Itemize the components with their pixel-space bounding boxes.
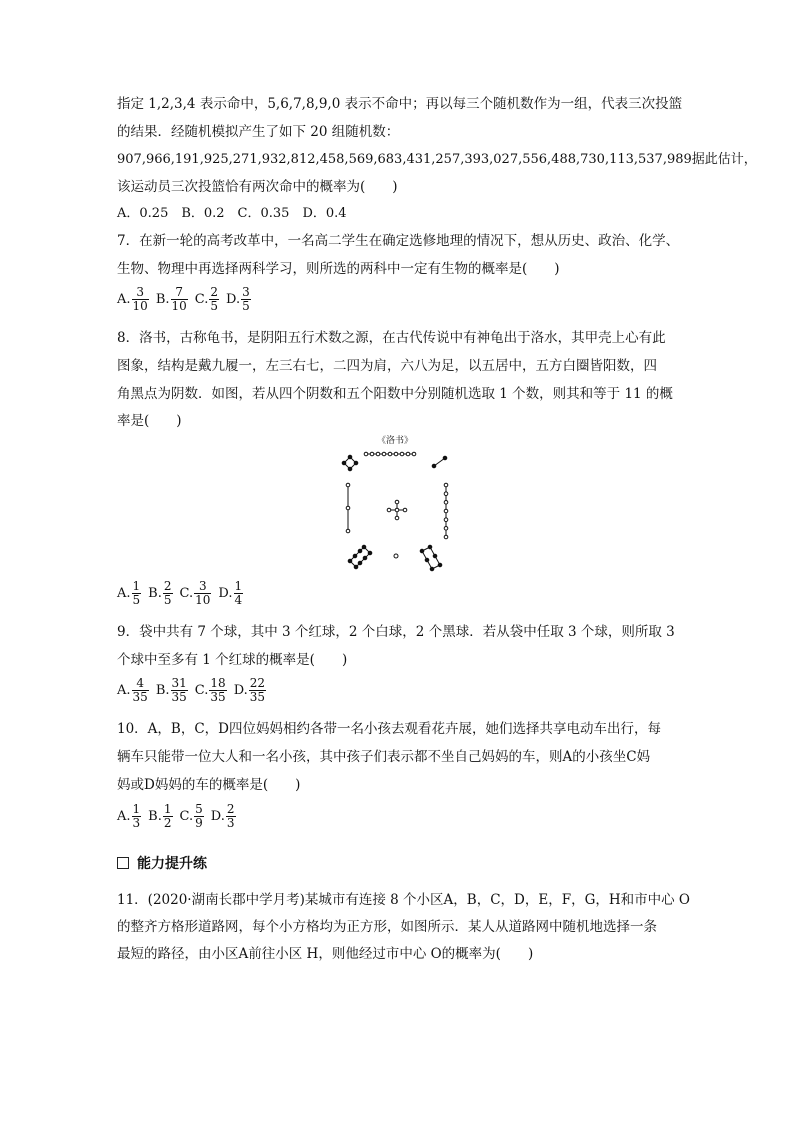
option-label: C. bbox=[194, 292, 209, 307]
q9-line2: 个球中至多有 1 个红球的概率是( ) bbox=[117, 652, 348, 668]
denominator: 2 bbox=[163, 816, 172, 830]
numerator: 4 bbox=[136, 676, 144, 690]
section-header bbox=[117, 853, 207, 873]
option-label: B. bbox=[148, 809, 162, 824]
option-label: D. bbox=[226, 292, 241, 307]
denominator: 3 bbox=[226, 816, 235, 830]
q6-line3: 907,966,191,925,271,932,812,458,569,683,431,257,393,027,556,488,730,113,537,989据此估计， bbox=[117, 152, 757, 167]
q7-line2: 生物、物理中再选择两科学习，则所选的两科中一定有生物的概率是( ) bbox=[117, 261, 560, 277]
fraction bbox=[194, 803, 204, 830]
answer-option bbox=[180, 580, 212, 607]
answer-option bbox=[148, 580, 172, 607]
option-label: D. bbox=[233, 683, 248, 698]
fraction bbox=[209, 677, 226, 704]
q10-options bbox=[117, 803, 243, 830]
q9-options bbox=[117, 677, 273, 704]
answer-option bbox=[117, 677, 149, 704]
option-label: A. bbox=[117, 683, 131, 698]
q11-line2: 的整齐方格形道路网，每个小方格均为正方形，如图所示．某人从道路网中随机地选择一条 bbox=[117, 919, 657, 935]
answer-option bbox=[156, 286, 188, 313]
fraction bbox=[171, 677, 188, 704]
numerator: 3 bbox=[136, 285, 144, 299]
denominator: 5 bbox=[242, 299, 250, 313]
answer-option bbox=[218, 580, 243, 607]
q10-line2: 辆车只能带一位大人和一名小孩，其中孩子们表示都不坐自己妈妈的车，则A的小孩坐C妈 bbox=[117, 749, 651, 765]
fraction bbox=[163, 803, 173, 830]
answer-option bbox=[180, 803, 204, 830]
q8-options bbox=[117, 580, 250, 607]
numerator: 2 bbox=[163, 579, 172, 593]
q6-line2: 的结果．经随机模拟产生了如下 20 组随机数： bbox=[117, 124, 400, 140]
denominator: 5 bbox=[132, 593, 141, 607]
numerator: 3 bbox=[198, 579, 207, 593]
option-label: A. bbox=[117, 586, 131, 601]
answer-option bbox=[117, 803, 141, 830]
numerator: 1 bbox=[234, 579, 243, 593]
figure-title: 《洛书》 bbox=[376, 436, 413, 446]
answer-option bbox=[226, 286, 251, 313]
q8-line2: 图象，结构是戴九履一，左三右七，二四为肩，六八为足，以五居中，五方白圈皆阳数，四 bbox=[117, 358, 657, 374]
answer-option bbox=[195, 286, 219, 313]
fraction bbox=[209, 286, 219, 313]
fraction bbox=[234, 580, 244, 607]
denominator: 35 bbox=[210, 690, 226, 704]
numerator: 22 bbox=[249, 676, 266, 690]
answer-option bbox=[195, 677, 227, 704]
q11-line1: 11．(2020·湖南长郡中学月考)某城市有连接 8 个小区A，B，C，D，E，F，G，H和市中心 O bbox=[117, 892, 690, 908]
q10-line1: 10．A，B，C，D四位妈妈相约各带一名小孩去观看花卉展，她们选择共享电动车出行，每 bbox=[117, 721, 662, 737]
answer-option bbox=[148, 803, 172, 830]
option-label: B. bbox=[155, 292, 170, 307]
option-label: D. bbox=[218, 586, 233, 601]
numerator: 31 bbox=[171, 676, 187, 690]
denominator: 10 bbox=[195, 593, 211, 607]
q7-line1: 7．在新一轮的高考改革中，一名高二学生在确定选修地理的情况下，想从历史、政治、化学、 bbox=[117, 233, 680, 249]
option-label: A. bbox=[117, 809, 131, 824]
q8-line1: 8．洛书，古称龟书，是阴阳五行术数之源，在古代传说中有神龟出于洛水，其甲壳上心有此 bbox=[117, 330, 666, 346]
q11-line3: 最短的路径，由小区A前往小区 H，则他经过市中心 O的概率为( ) bbox=[117, 946, 534, 962]
checkbox-square-icon bbox=[117, 857, 129, 869]
q6-options: A．0.25 B．0.2 C．0.35 D．0.4 bbox=[117, 206, 347, 221]
q6-line1: 指定 1,2,3,4 表示命中，5,6,7,8,9,0 表示不命中；再以每三个随机数作为一组，代表三次投篮 bbox=[117, 96, 683, 112]
luoshu-diagram bbox=[330, 433, 460, 573]
fraction bbox=[194, 580, 211, 607]
denominator: 9 bbox=[195, 816, 203, 830]
fraction bbox=[171, 286, 188, 313]
numerator: 5 bbox=[195, 802, 203, 816]
q8-line4: 率是( ) bbox=[117, 413, 182, 429]
option-label: D. bbox=[210, 809, 225, 824]
section-title: 能力提升练 bbox=[137, 856, 207, 872]
answer-option bbox=[117, 580, 141, 607]
denominator: 5 bbox=[163, 593, 172, 607]
q8-line3: 角黑点为阴数．如图，若从四个阴数和五个阳数中分别随机选取 1 个数，则其和等于 11 的概 bbox=[117, 386, 673, 402]
fraction bbox=[249, 677, 266, 704]
fraction bbox=[163, 580, 173, 607]
numerator: 18 bbox=[210, 676, 226, 690]
luoshu-figure bbox=[330, 433, 460, 573]
option-label: C. bbox=[179, 586, 194, 601]
numerator: 3 bbox=[242, 285, 250, 299]
fraction bbox=[132, 677, 149, 704]
answer-option bbox=[234, 677, 266, 704]
numerator: 1 bbox=[132, 579, 141, 593]
q7-options bbox=[117, 286, 258, 313]
fraction bbox=[241, 286, 251, 313]
option-label: C. bbox=[194, 683, 209, 698]
numerator: 1 bbox=[132, 802, 141, 816]
denominator: 35 bbox=[132, 690, 148, 704]
option-label: B. bbox=[148, 586, 162, 601]
denominator: 10 bbox=[132, 299, 148, 313]
denominator: 4 bbox=[234, 593, 243, 607]
numerator: 2 bbox=[226, 802, 235, 816]
fraction bbox=[132, 803, 142, 830]
q10-line3: 妈或D妈妈的车的概率是( ) bbox=[117, 777, 301, 793]
fraction bbox=[132, 580, 142, 607]
option-label: B. bbox=[155, 683, 170, 698]
answer-option bbox=[156, 677, 188, 704]
fraction bbox=[226, 803, 236, 830]
option-label: A. bbox=[117, 292, 131, 307]
q9-line1: 9．袋中共有 7 个球，其中 3 个红球，2 个白球，2 个黑球．若从袋中任取 3 个球，则所取 3 bbox=[117, 624, 675, 640]
numerator: 7 bbox=[175, 285, 183, 299]
fraction bbox=[132, 286, 149, 313]
answer-option bbox=[117, 286, 149, 313]
denominator: 3 bbox=[132, 816, 141, 830]
numerator: 1 bbox=[163, 802, 172, 816]
option-label: C. bbox=[179, 809, 194, 824]
denominator: 5 bbox=[210, 299, 219, 313]
q6-line4: 该运动员三次投篮恰有两次命中的概率为( ) bbox=[117, 179, 398, 195]
answer-option bbox=[211, 803, 236, 830]
denominator: 35 bbox=[171, 690, 187, 704]
denominator: 35 bbox=[249, 690, 266, 704]
denominator: 10 bbox=[171, 299, 187, 313]
numerator: 2 bbox=[210, 285, 219, 299]
